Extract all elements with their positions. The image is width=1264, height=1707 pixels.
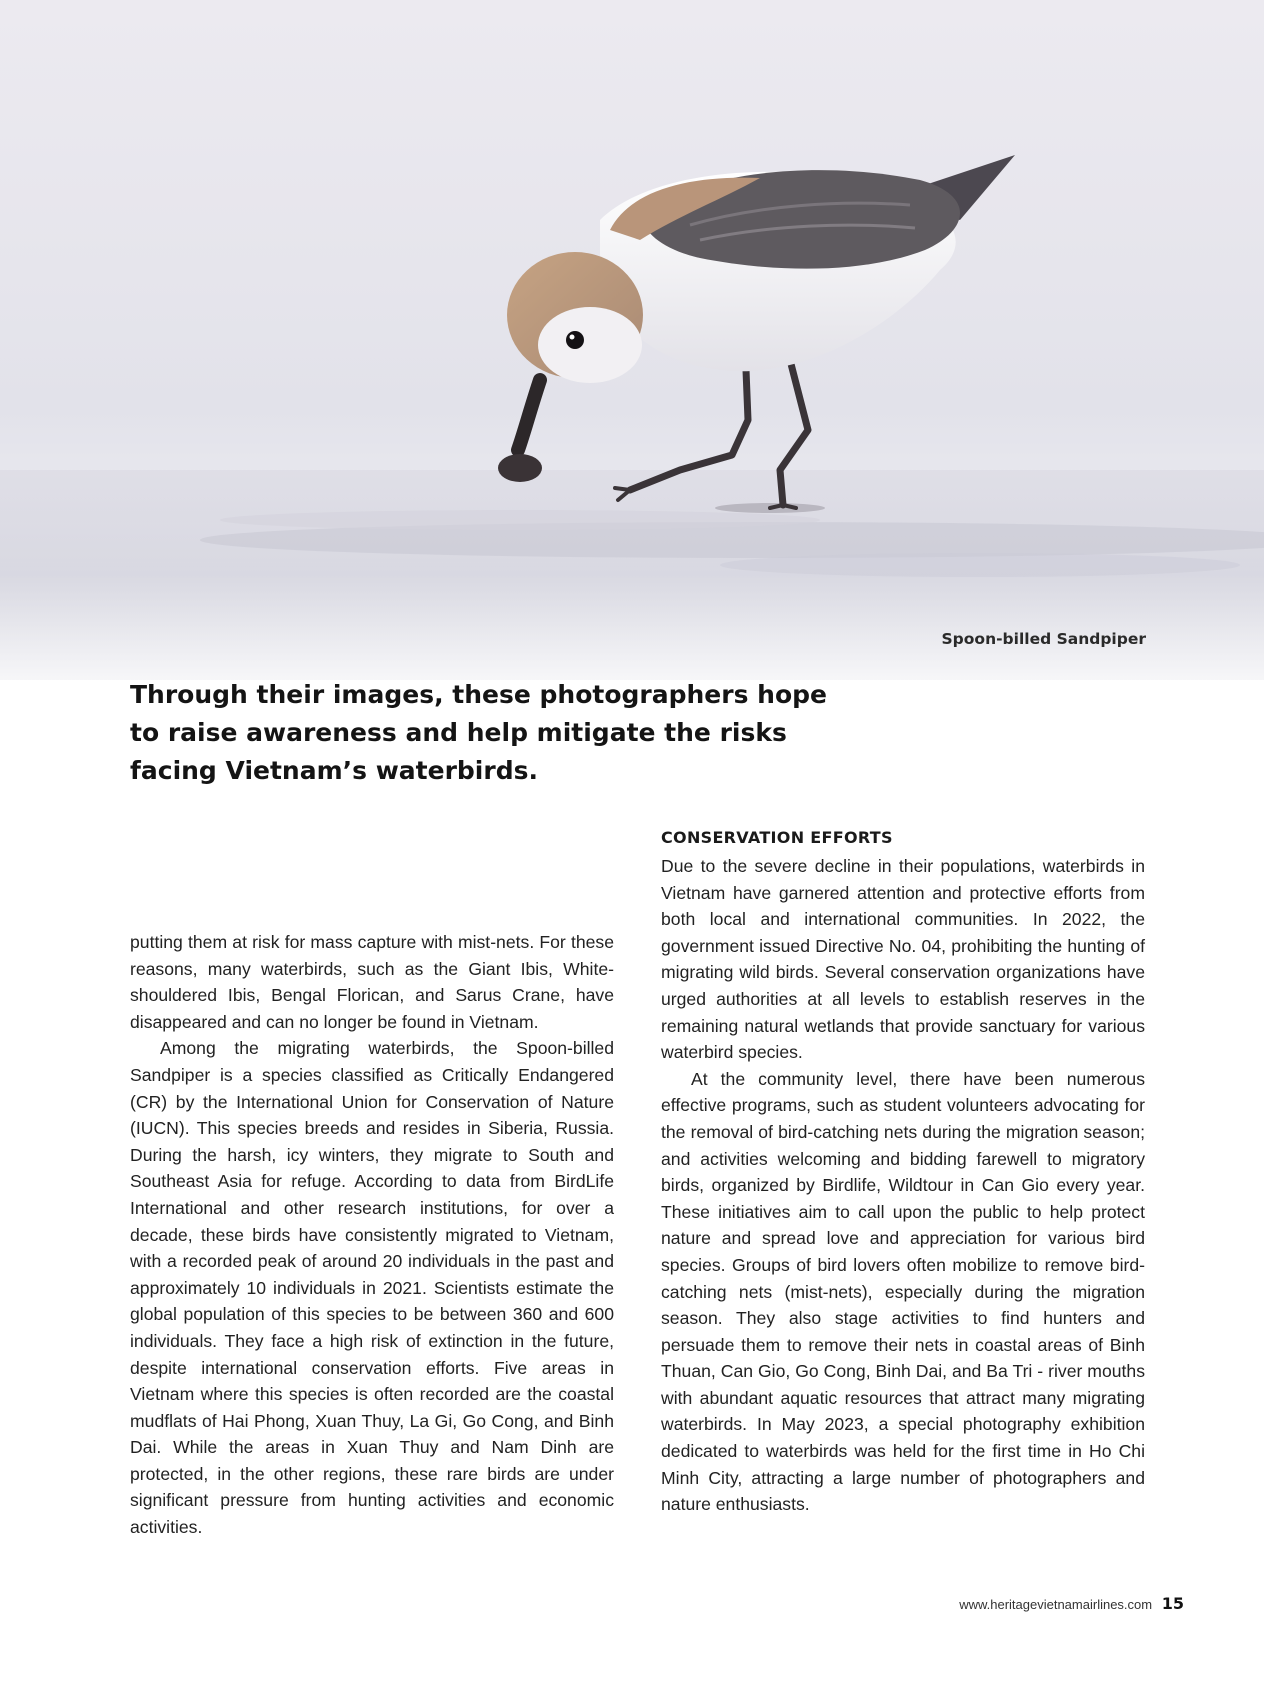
photo-caption: Spoon-billed Sandpiper — [941, 630, 1146, 648]
right-paragraph-1: Due to the severe decline in their populations, waterbirds in Vietnam have garnered attention and protective efforts from both local and international communities. In 2022, the government issued Directive No. 04, prohibiting the hunting of migrating wild birds. Several conservation organizations have urged authorities at all levels to establish reserves in the remaining natural wetlands that provide sanctuary for various waterbird species. — [661, 856, 1145, 1063]
sandpiper-photo — [0, 0, 1264, 680]
left-paragraph-2: Among the migrating waterbirds, the Spoon-billed Sandpiper is a species classified as Critically Endangered (CR) by the International Union for Conservation of Nature (IUCN). This species breeds and resides in Siberia, Russia. During the harsh, icy winters, they migrate to South and Southeast Asia for refuge. According to data from BirdLife International and other research institutions, for over a decade, these birds have consistently migrated to Vietnam, with a recorded peak of around 20 individuals in the past and approximately 10 individuals in 2021. Scientists estimate the global population of this species to be between 360 and 600 individuals. They face a high risk of extinction in the future, despite international conservation efforts. Five areas in Vietnam where this species is often recorded are the coastal mudflats of Hai Phong, Xuan Thuy, La Gi, Go Cong, and Binh Dai. While the areas in Xuan Thuy and Nam Dinh are protected, in the other regions, these rare birds are under significant pressure from hunting activities and economic activities. — [130, 1038, 614, 1538]
page-number: 15 — [1161, 1594, 1184, 1613]
sandpiper-illustration — [0, 0, 1264, 680]
section-heading: CONSERVATION EFFORTS — [661, 828, 893, 847]
left-paragraph-1: putting them at risk for mass capture with mist-nets. For these reasons, many waterbirds, such as the Giant Ibis, White-shouldered Ibis, Bengal Florican, and Sarus Crane, have disappeared and can no longer be found in Vietnam. — [130, 932, 614, 1032]
left-column — [130, 929, 614, 1541]
pull-quote: Through their images, these photographers hope to raise awareness and help mitigate the risks facing Vietnam’s waterbirds. — [130, 680, 827, 785]
right-column — [661, 825, 1145, 1518]
bird-figure — [498, 155, 1015, 508]
page-footer — [959, 1594, 1184, 1613]
footer-website: www.heritagevietnamairlines.com — [959, 1597, 1153, 1612]
right-paragraph-2: At the community level, there have been numerous effective programs, such as student volunteers advocating for the removal of bird-catching nets during the migration season; and activities welcoming and bidding farewell to migratory birds, organized by Birdlife, Wildtour in Can Gio every year. These initiatives aim to call upon the public to help protect nature and spread love and appreciation for various bird species. Groups of bird lovers often mobilize to remove bird-catching nets (mist-nets), especially during the migration season. They also stage activities to find hunters and persuade them to remove their nets in coastal areas of Binh Thuan, Can Gio, Go Cong, Binh Dai, and Ba Tri - river mouths with abundant aquatic resources that attract many migrating waterbirds. In May 2023, a special photography exhibition dedicated to waterbirds was held for the first time in Ho Chi Minh City, attracting a large number of photographers and nature enthusiasts. — [661, 1068, 1145, 1515]
